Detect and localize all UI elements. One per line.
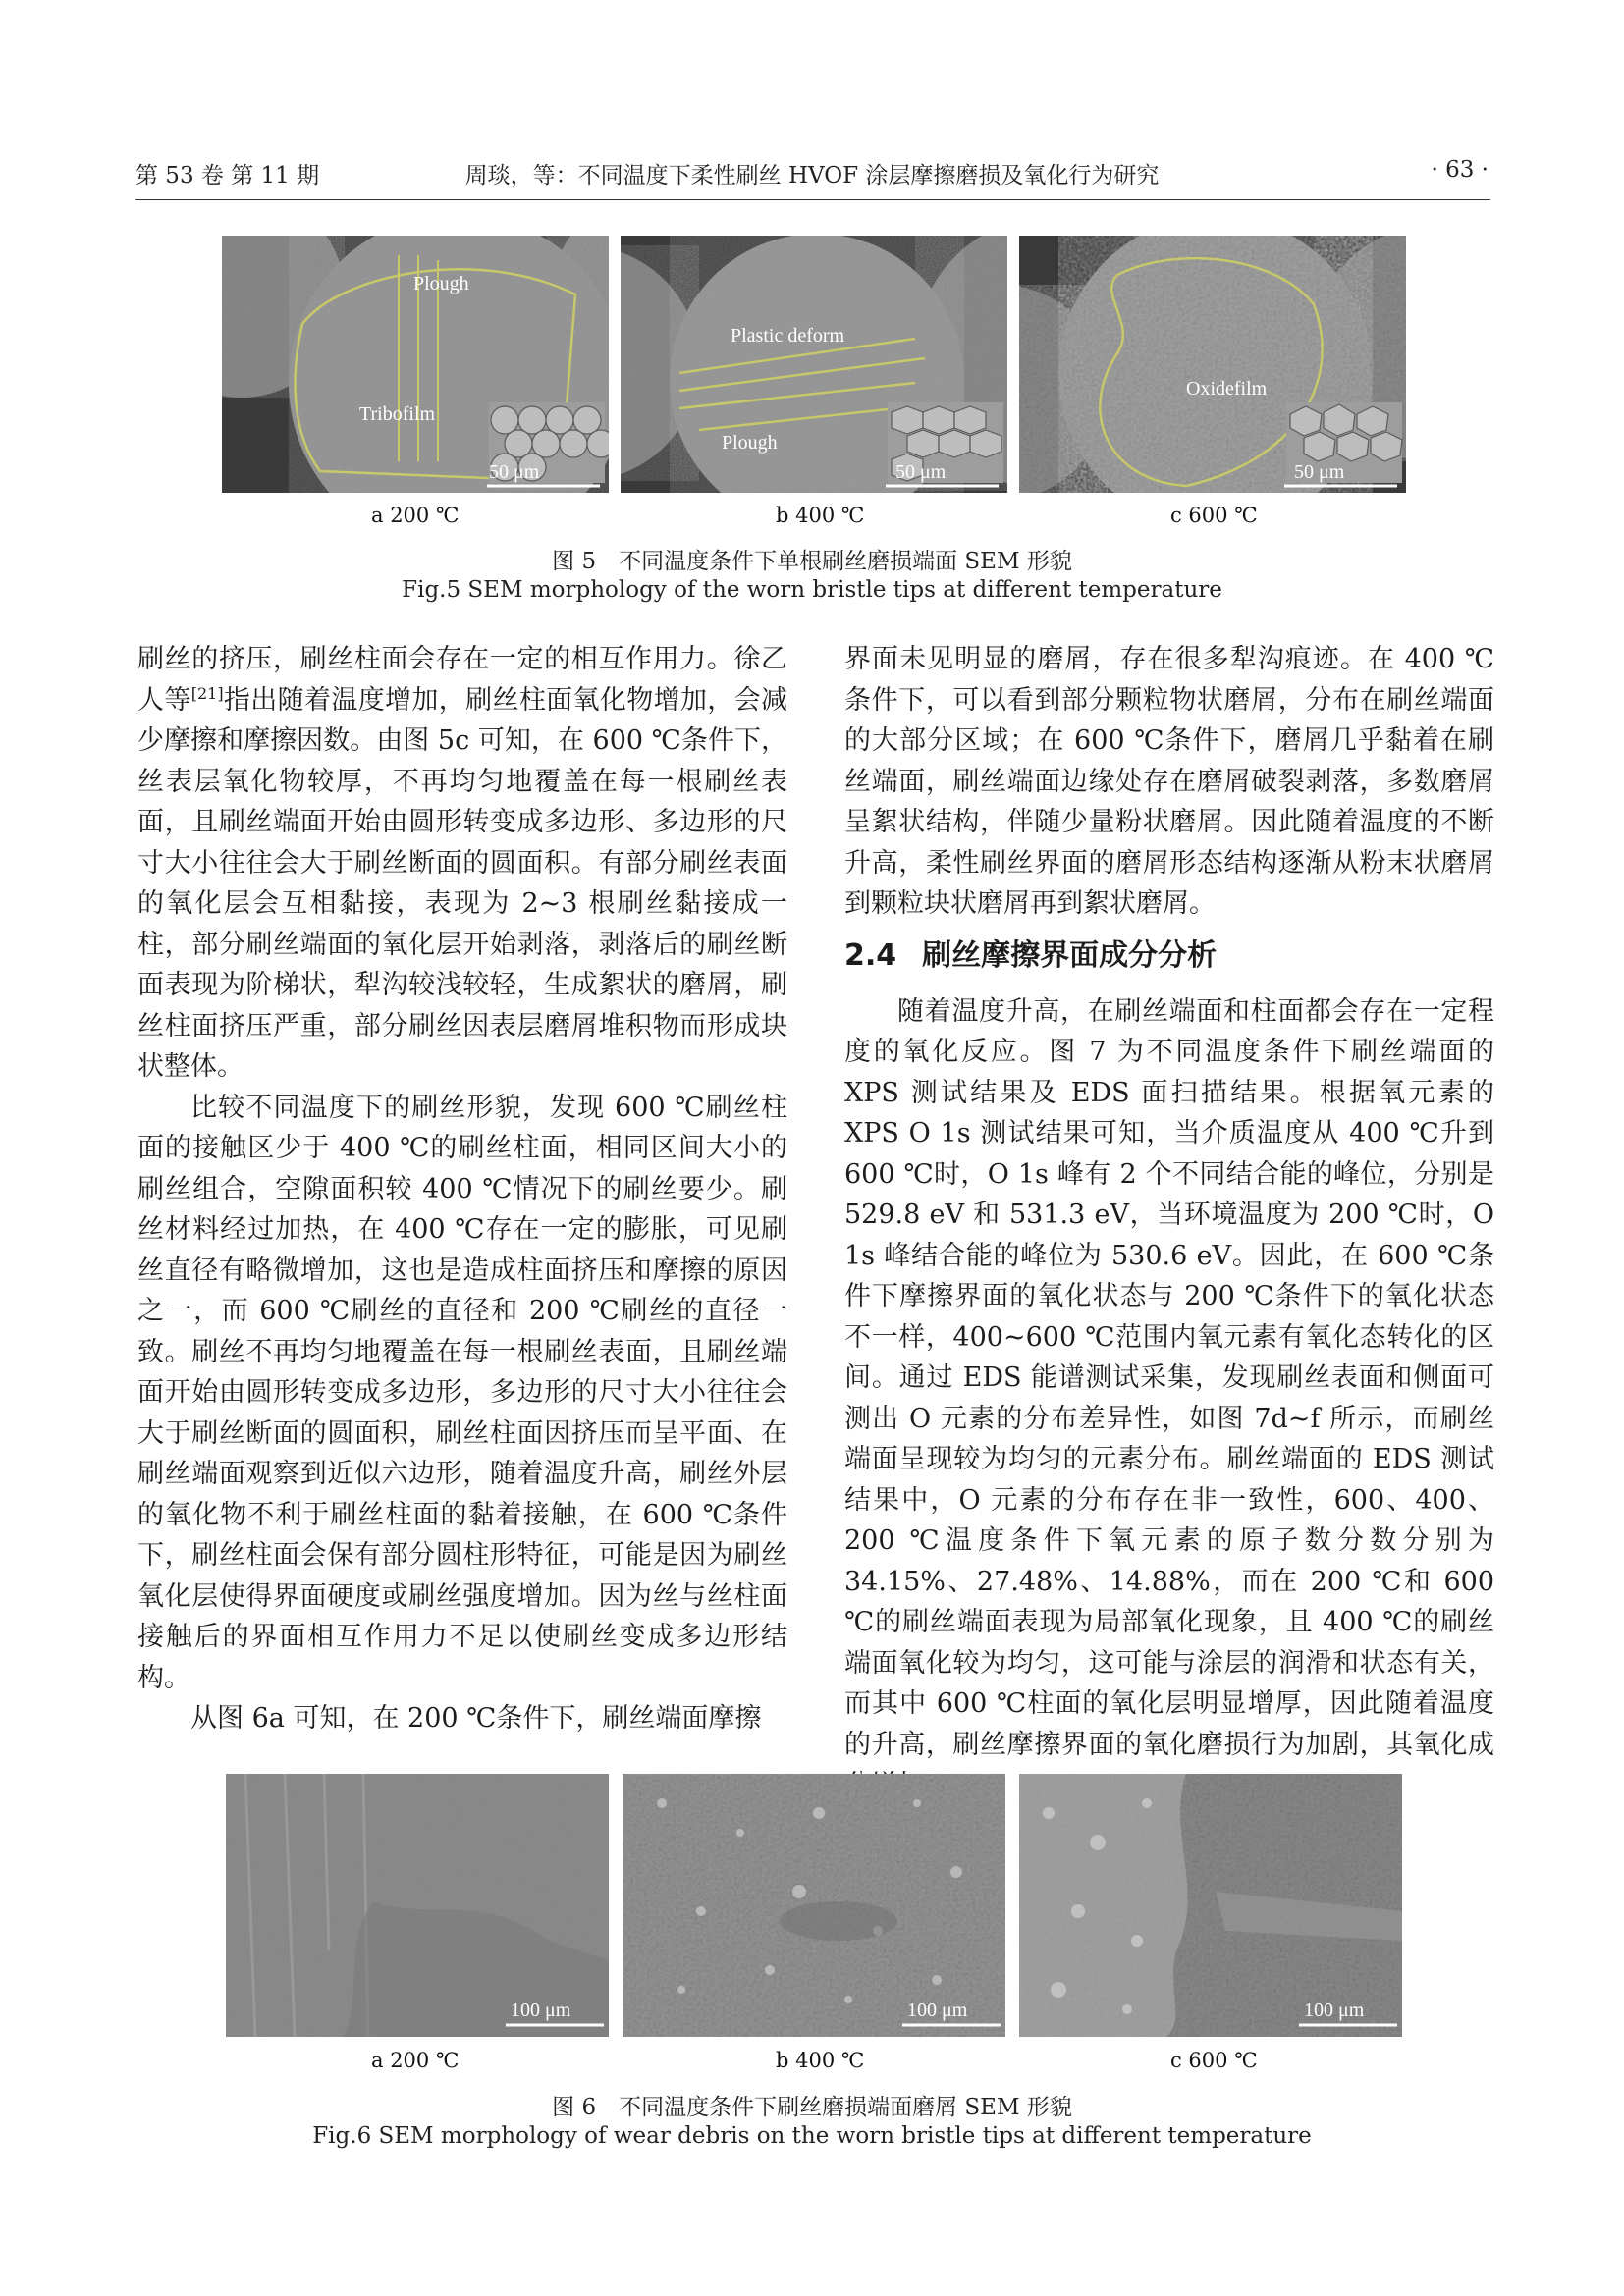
right-paragraph-1: 界面未见明显的磨屑，存在很多犁沟痕迹。在 400 ℃条件下，可以看到部分颗粒物状磨屑，分布在刷丝端面的大部分区域；在 600 ℃条件下，磨屑几乎黏着在刷丝端面，刷丝端面边缘处存在磨屑破裂剥落，多数磨屑呈絮状结构，伴随少量粉状磨屑。因此随着温度的不断升高，柔性刷丝界面的磨屑形态结构逐渐从粉末状磨屑到颗粒块状磨屑再到絮状磨屑。	[844, 644, 1494, 919]
fig6a-label: a 200 ℃	[371, 2049, 460, 2072]
fig5a-scalebar-label: 50 μm	[489, 461, 540, 483]
fig5c-annotation-oxidefilm: Oxidefilm	[1186, 378, 1268, 400]
fig5c-scalebar-label: 50 μm	[1294, 461, 1345, 483]
fig6a-scalebar-label: 100 μm	[511, 2000, 571, 2021]
fig5a-label: a 200 ℃	[371, 504, 460, 527]
header-rule	[135, 199, 1490, 200]
fig5-caption-en: Fig.5 SEM morphology of the worn bristle tips at different temperature	[402, 577, 1222, 603]
fig5b-sem-image	[621, 236, 1007, 493]
fig5a-annotation-plough: Plough	[413, 273, 469, 294]
left-paragraph-2: 比较不同温度下的刷丝形貌，发现 600 ℃刷丝柱面的接触区少于 400 ℃的刷丝柱面，相同区间大小的刷丝组合，空隙面积较 400 ℃情况下的刷丝要少。刷丝材料经过加热，在 400 ℃存在一定的膨胀，可见刷丝直径有略微增加，这也是造成柱面挤压和摩擦的原因之一，而 600 ℃刷丝的直径和 200 ℃刷丝的直径一致。刷丝不再均匀地覆盖在每一根刷丝表面，且刷丝端面开始由圆形转变成多边形，多边形的尺寸大小往往会大于刷丝断面的圆面积，刷丝柱面因挤压而呈平面、在刷丝端面观察到近似六边形，随着温度升高，刷丝外层的氧化物不利于刷丝柱面的黏着接触，在 600 ℃条件下，刷丝柱面会保有部分圆柱形特征，可能是因为刷丝氧化层使得界面硬度或刷丝强度增加。因为丝与丝柱面接触后的界面相互作用力不足以使刷丝变成多边形结构。	[137, 1092, 787, 1693]
fig6b-scalebar-label: 100 μm	[907, 2000, 968, 2021]
fig5-caption-zh: 图 5 不同温度条件下单根刷丝磨损端面 SEM 形貌	[552, 549, 1072, 574]
fig6-caption-zh: 图 6 不同温度条件下刷丝磨损端面磨屑 SEM 形貌	[552, 2095, 1072, 2120]
fig6b-sem-image	[623, 1774, 1005, 2037]
fig6-caption-en: Fig.6 SEM morphology of wear debris on the worn bristle tips at different temperature	[312, 2123, 1312, 2149]
fig6c-label: c 600 ℃	[1170, 2049, 1258, 2072]
fig6b-label: b 400 ℃	[776, 2049, 865, 2072]
page-number: · 63 ·	[1431, 157, 1489, 183]
fig5a-sem-image	[222, 236, 609, 493]
fig5b-label: b 400 ℃	[776, 504, 865, 527]
fig6a-sem-image	[226, 1774, 609, 2037]
fig5b-annotation-plough: Plough	[722, 432, 778, 454]
right-column	[844, 639, 1494, 1806]
left-paragraph-1: 刷丝的挤压，刷丝柱面会存在一定的相互作用力。徐乙人等[21]指出随着温度增加，刷丝柱面氧化物增加，会减少摩擦和摩擦因数。由图 5c 可知，在 600 ℃条件下，丝表层氧化物较厚，不再均匀地覆盖在每一根刷丝表面，且刷丝端面开始由圆形转变成多边形、多边形的尺寸大小往往会大于刷丝断面的圆面积。有部分刷丝表面的氧化层会互相黏接，表现为 2~3 根刷丝黏接成一柱，部分刷丝端面的氧化层开始剥落，剥落后的刷丝断面表现为阶梯状，犁沟较浅较轻，生成絮状的磨屑，刷丝柱面挤压严重，部分刷丝因表层磨屑堆积物而形成块状整体。	[137, 644, 788, 1082]
citation-21: [21]	[190, 683, 224, 703]
fig5b-annotation-plastic-deform: Plastic deform	[731, 325, 845, 347]
fig6c-sem-image	[1019, 1774, 1402, 2037]
fig5a-annotation-tribofilm: Tribofilm	[359, 403, 436, 425]
fig5c-label: c 600 ℃	[1170, 504, 1258, 527]
fig6c-scalebar-label: 100 μm	[1304, 2000, 1365, 2021]
running-title: 周琰，等：不同温度下柔性刷丝 HVOF 涂层摩擦磨损及氧化行为研究	[464, 163, 1160, 188]
fig5b-scalebar-label: 50 μm	[895, 461, 947, 483]
left-paragraph-3: 从图 6a 可知，在 200 ℃条件下，刷丝端面摩擦	[190, 1703, 762, 1734]
section-heading-2-4: 2.4 刷丝摩擦界面成分分析	[844, 937, 1218, 973]
left-column	[137, 639, 787, 1739]
right-paragraph-2: 随着温度升高，在刷丝端面和柱面都会存在一定程度的氧化反应。图 7 为不同温度条件下刷丝端面的 XPS 测试结果及 EDS 面扫描结果。根据氧元素的 XPS O 1s 测试结果可知，当介质温度从 400 ℃升到 600 ℃时，O 1s 峰有 2 个不同结合能的峰位，分别是 529.8 eV 和 531.3 eV，当环境温度为 200 ℃时，O 1s 峰结合能的峰位为 530.6 eV。因此，在 600 ℃条件下摩擦界面的氧化状态与 200 ℃条件下的氧化状态不一样，400~600 ℃范围内氧元素有氧化态转化的区间。通过 EDS 能谱测试采集，发现刷丝表面和侧面可测出 O 元素的分布差异性，如图 7d~f 所示，而刷丝端面呈现较为均匀的元素分布。刷丝端面的 EDS 测试结果中，O 元素的分布存在非一致性，600、400、200 ℃温度条件下氧元素的原子数分数分别为 34.15%、27.48%、14.88%，而在 200 ℃和 600 ℃的刷丝端面表现为局部氧化现象，且 400 ℃的刷丝端面氧化较为均匀，这可能与涂层的润滑和状态有关，而其中 600 ℃柱面的氧化层明显增厚，因此随着温度的升高，刷丝摩擦界面的氧化磨损行为加剧，其氧化成	[844, 995, 1494, 1760]
fig5c-sem-image	[1019, 236, 1406, 493]
journal-volume-issue: 第 53 卷 第 11 期	[135, 163, 320, 188]
